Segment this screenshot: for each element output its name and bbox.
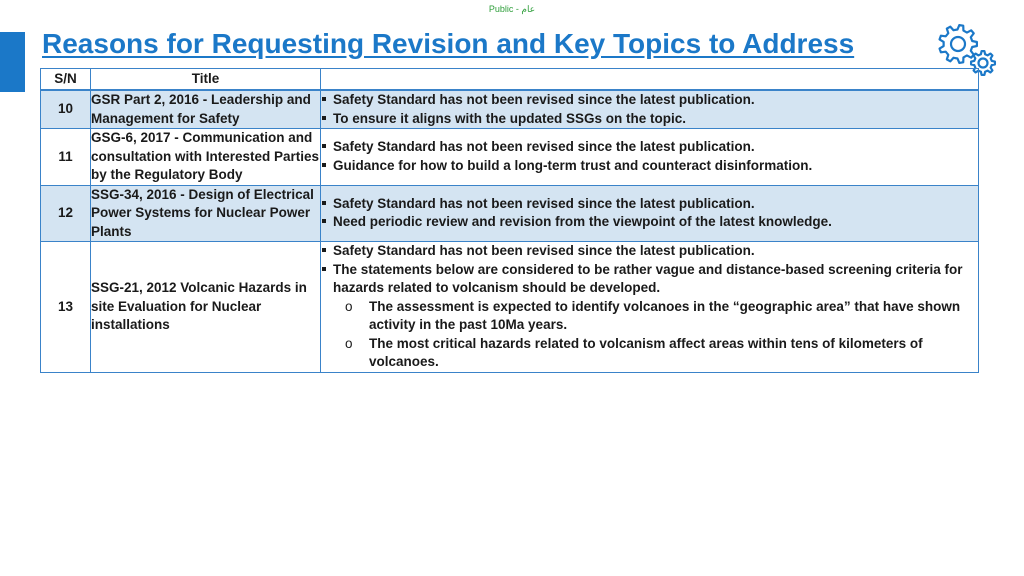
table-row (41, 242, 979, 373)
bullet-item: Safety Standard has not been revised since the latest publication. (321, 242, 978, 261)
sub-bullet-item: o The most critical hazards related to volcanism affect areas within tens of kilometers of volcanoes. (357, 335, 978, 372)
title-column-header: Title (91, 69, 321, 91)
table-row (41, 90, 979, 129)
row-reasons (321, 242, 979, 373)
table-row (41, 129, 979, 186)
row-reasons (321, 185, 979, 242)
reasons-column-header (321, 69, 979, 91)
classification-label: Public - عام (488, 4, 536, 14)
bullet-item: Safety Standard has not been revised since the latest publication. (321, 91, 978, 110)
table-header-row (41, 69, 979, 91)
row-title: SSG-21, 2012 Volcanic Hazards in site Evaluation for Nuclear installations (91, 242, 321, 373)
table-row (41, 185, 979, 242)
row-sn: 11 (41, 129, 91, 186)
row-sn: 10 (41, 90, 91, 129)
bullet-item: Guidance for how to build a long-term trust and counteract disinformation. (321, 157, 978, 176)
accent-bar (0, 32, 25, 92)
slide-title: Reasons for Requesting Revision and Key Topics to Address (42, 28, 855, 59)
bullet-item: The statements below are considered to be rather vague and distance-based screening criteria for hazards related to volcanism should be developed. (321, 261, 978, 298)
row-title: GSR Part 2, 2016 - Leadership and Management for Safety (91, 90, 321, 129)
bullet-item: Need periodic review and revision from the viewpoint of the latest knowledge. (321, 213, 978, 232)
bullet-item: Safety Standard has not been revised since the latest publication. (321, 195, 978, 214)
sn-column-header: S/N (41, 69, 91, 91)
row-sn: 12 (41, 185, 91, 242)
bullet-item: To ensure it aligns with the updated SSGs on the topic. (321, 110, 978, 129)
row-sn: 13 (41, 242, 91, 373)
revision-table (40, 68, 979, 373)
bullet-item: Safety Standard has not been revised since the latest publication. (321, 138, 978, 157)
row-reasons (321, 90, 979, 129)
row-reasons (321, 129, 979, 186)
row-title: GSG-6, 2017 - Communication and consultation with Interested Parties by the Regulatory Body (91, 129, 321, 186)
row-title: SSG-34, 2016 - Design of Electrical Power Systems for Nuclear Power Plants (91, 185, 321, 242)
sub-bullet-item: o The assessment is expected to identify volcanoes in the “geographic area” that have shown activity in the past 10Ma years. (357, 298, 978, 335)
